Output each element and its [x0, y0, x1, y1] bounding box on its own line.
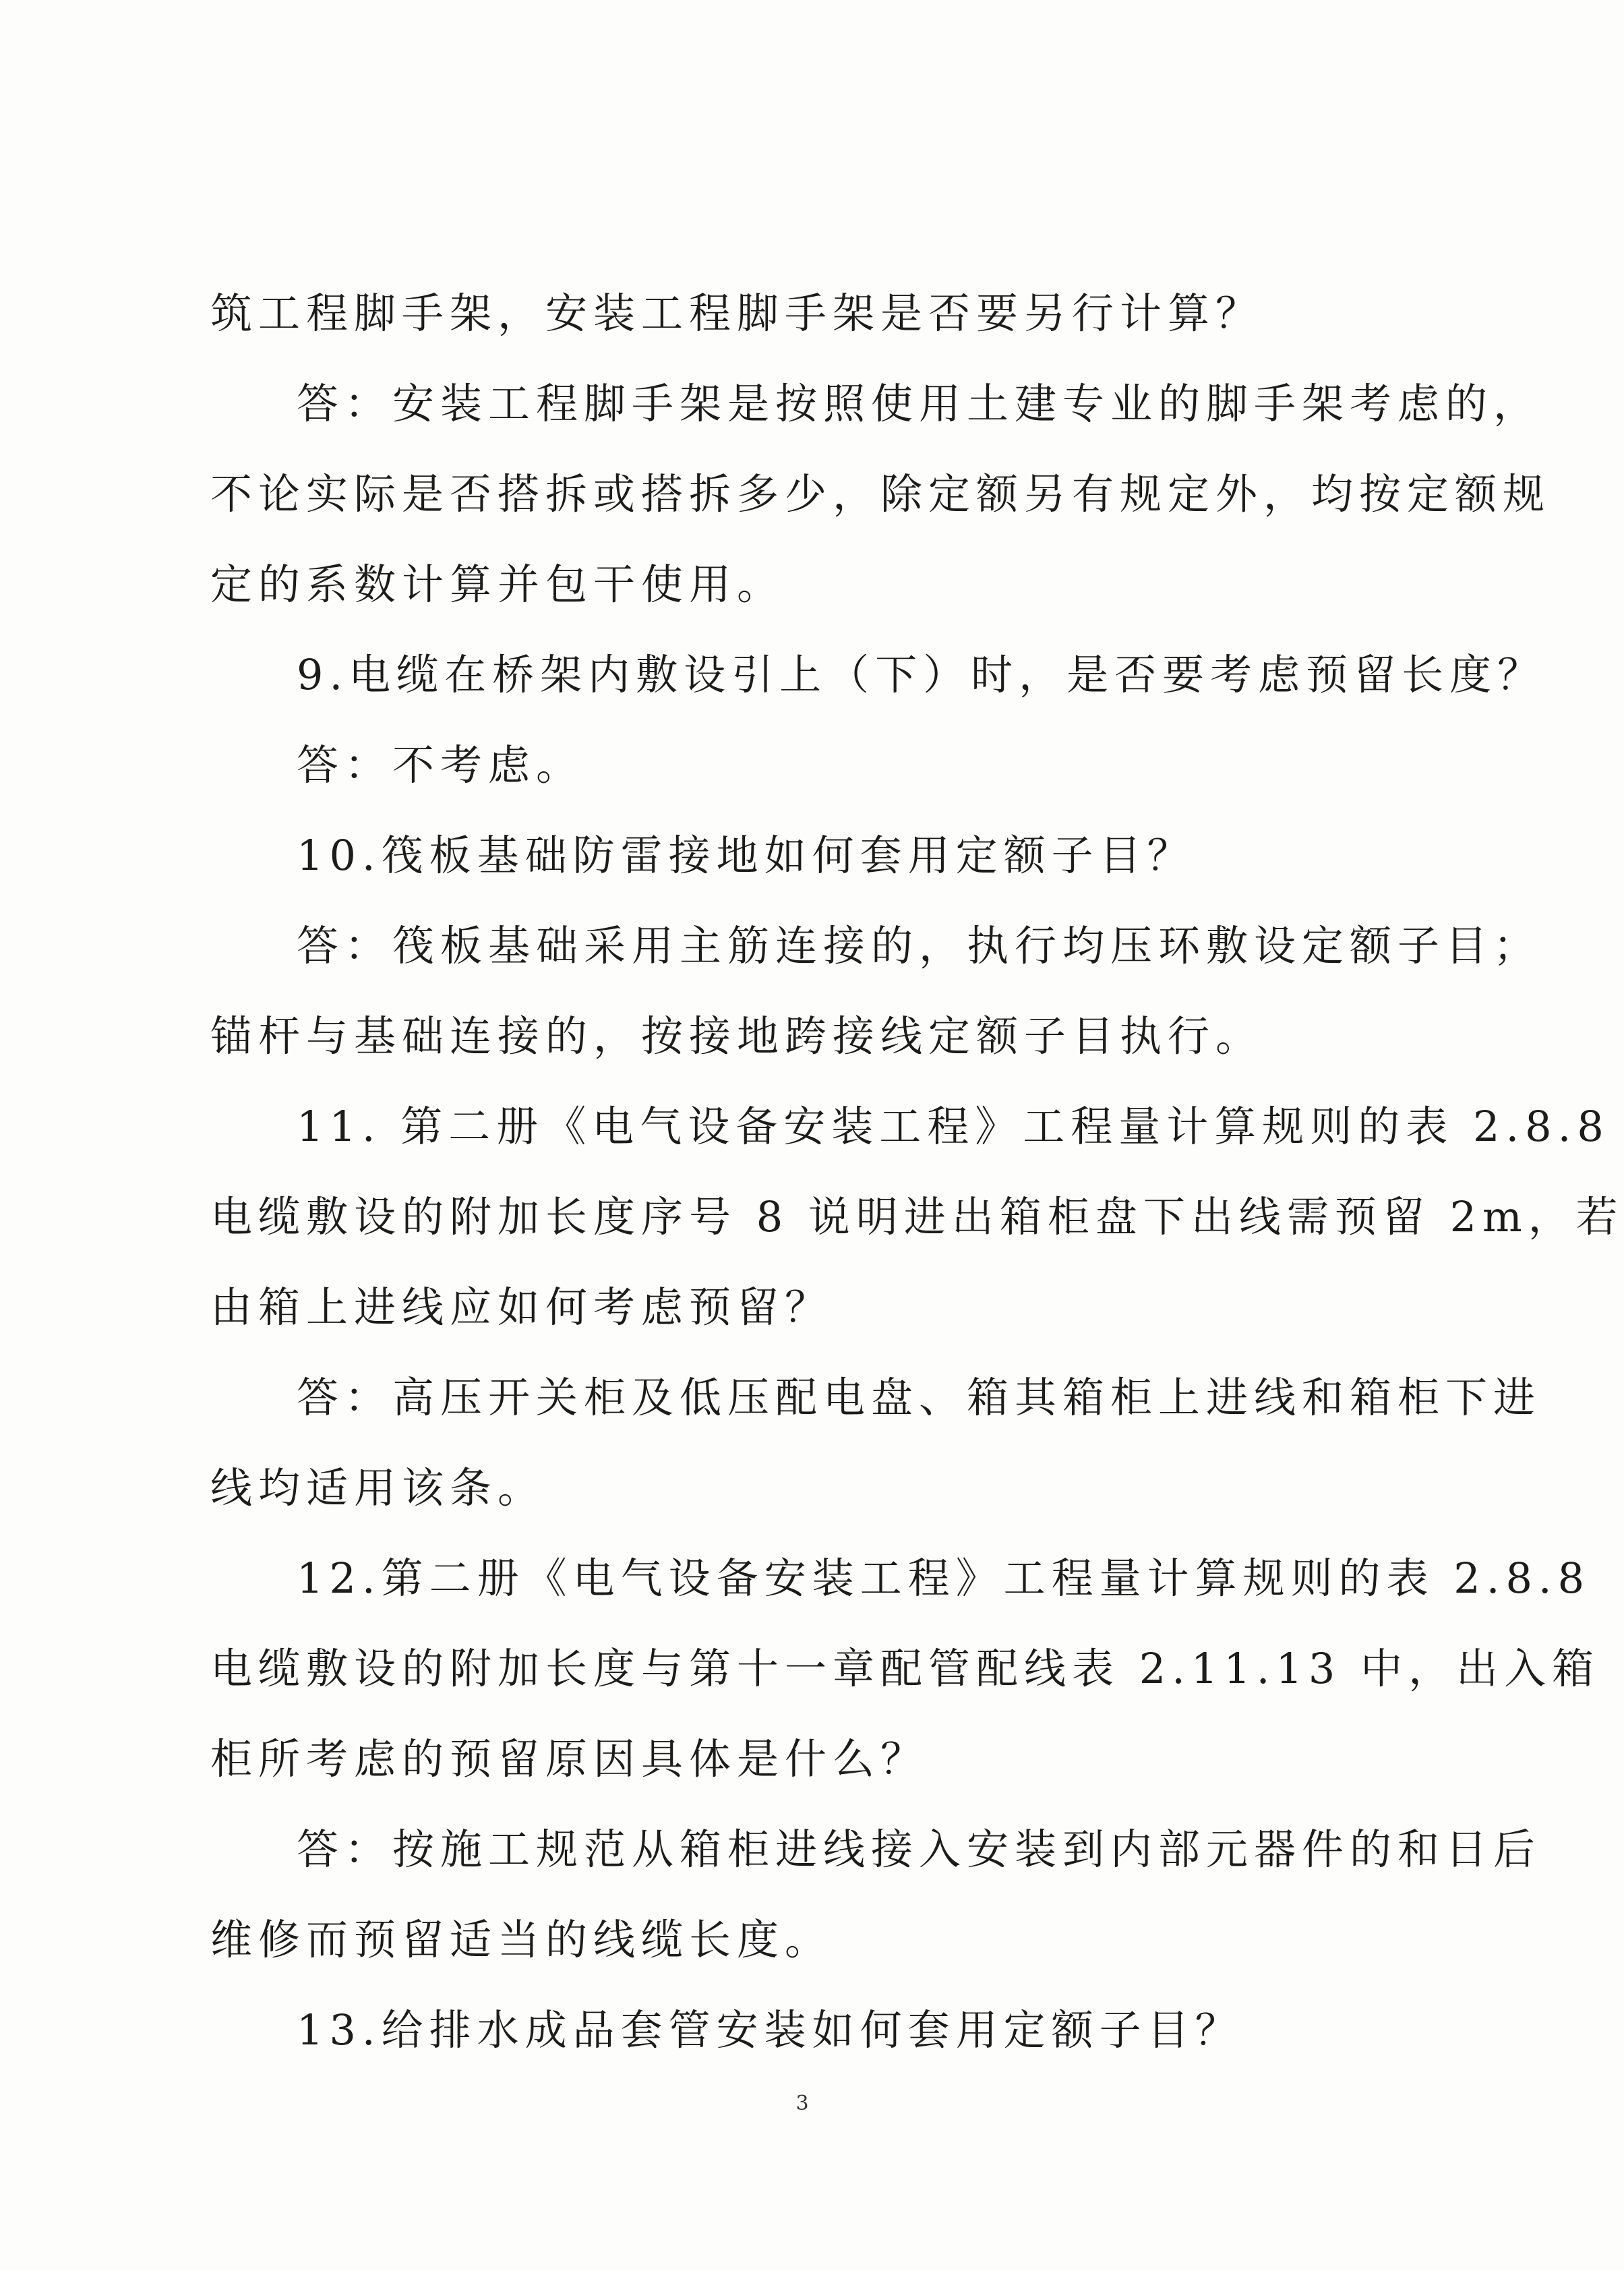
text-line: 锚杆与基础连接的，按接地跨接线定额子目执行。 [210, 1011, 1264, 1061]
text-line: 筑工程脚手架，安装工程脚手架是否要另行计算？ [210, 289, 1264, 338]
text-line: 维修而预留适当的线缆长度。 [210, 1915, 833, 1964]
question-line: 9.电缆在桥架内敷设引上（下）时，是否要考虑预留长度？ [297, 650, 1546, 699]
text-line: 电缆敷设的附加长度序号 8 说明进出箱柜盘下出线需预留 2m，若 [210, 1192, 1624, 1241]
question-line: 10.筏板基础防雷接地如何套用定额子目？ [297, 831, 1195, 880]
text-line: 柜所考虑的预留原因具体是什么？ [210, 1734, 929, 1783]
question-line: 13.给排水成品套管安装如何套用定额子目？ [297, 2005, 1243, 2055]
answer-line: 答：筏板基础采用主筋连接的，执行均压环敷设定额子目； [297, 921, 1542, 970]
text-line: 定的系数计算并包干使用。 [210, 560, 785, 609]
answer-line: 答：按施工规范从箱柜进线接入安装到内部元器件的和日后 [297, 1825, 1542, 1874]
text-line: 线均适用该条。 [210, 1463, 546, 1512]
question-line: 11. 第二册《电气设备安装工程》工程量计算规则的表 2.8.8 [297, 1102, 1610, 1151]
page-number: 3 [795, 2092, 809, 2115]
answer-line: 答：不考虑。 [297, 740, 584, 790]
answer-line: 答：安装工程脚手架是按照使用土建专业的脚手架考虑的， [297, 379, 1542, 428]
answer-line: 答：高压开关柜及低压配电盘、箱其箱柜上进线和箱柜下进 [297, 1373, 1542, 1422]
question-line: 12.第二册《电气设备安装工程》工程量计算规则的表 2.8.8 [297, 1554, 1591, 1603]
text-line: 由箱上进线应如何考虑预留？ [210, 1282, 833, 1332]
text-line: 不论实际是否搭拆或搭拆多少，除定额另有规定外，均按定额规 [210, 469, 1551, 519]
text-line: 电缆敷设的附加长度与第十一章配管配线表 2.11.13 中，出入箱 [210, 1644, 1600, 1693]
